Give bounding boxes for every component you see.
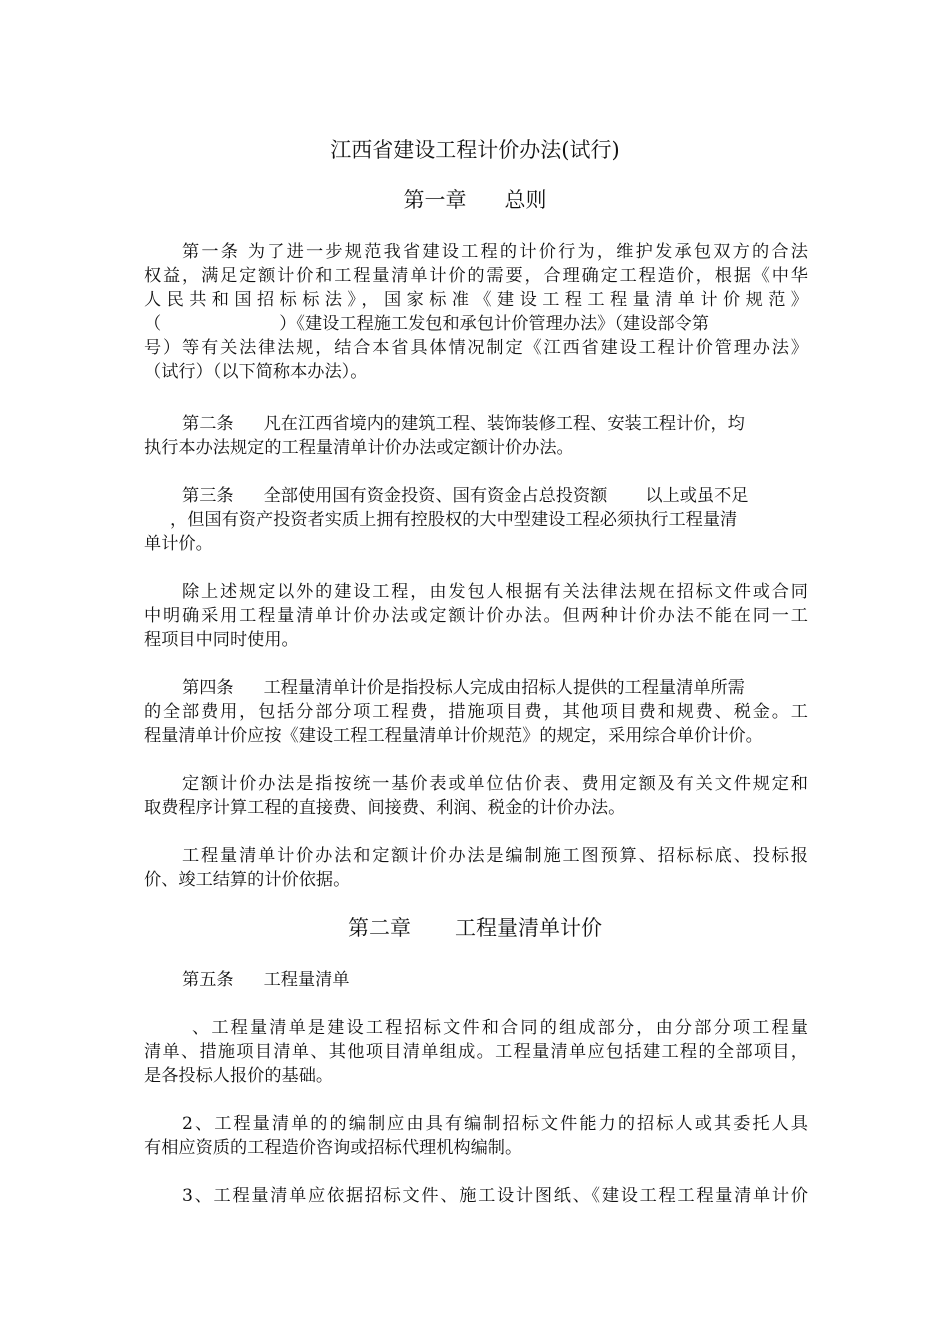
item-3-line-1: 3、工程量清单应依据招标文件、施工设计图纸、《建设工程工程量清单计价 (182, 1186, 808, 1206)
article-2 (144, 412, 808, 460)
article-3-text-a: 全部使用国有资金投资、国有资金占总投资额 (263, 486, 608, 506)
chapter-1-name: 总则 (504, 188, 547, 212)
article-1-line-5: 号）等有关法律法规，结合本省具体情况制定《江西省建设工程计价管理办法》 (144, 338, 808, 358)
document-title: 江西省建设工程计价办法(试行) (330, 138, 620, 162)
paragraph-pricing-basis-line-1: 工程量清单计价办法和定额计价办法是编制施工图预算、招标标底、投标报 (182, 846, 808, 866)
article-3-text-b: 以上或虽不足 (645, 486, 749, 506)
chapter-2-number: 第二章 (348, 916, 411, 940)
article-3 (144, 484, 808, 556)
article-4-line-1 (144, 676, 808, 700)
paragraph-exceptions-line-3: 程项目中同时使用。 (144, 630, 299, 650)
article-2-text: 凡在江西省境内的建筑工程、装饰装修工程、安装工程计价，均 (263, 414, 745, 434)
article-1-line-2: 权益，满足定额计价和工程量清单计价的需要，合理确定工程造价，根据《中华 (144, 266, 808, 286)
paragraph-exceptions-line-1: 除上述规定以外的建设工程，由发包人根据有关法律法规在招标文件或合同 (182, 582, 808, 602)
paragraph-quota-pricing-line-1: 定额计价办法是指按统一基价表或单位估价表、费用定额及有关文件规定和 (182, 774, 808, 794)
chapter-1-heading (0, 186, 950, 214)
paragraph-quota-pricing (144, 772, 808, 820)
item-1-line-1: 、工程量清单是建设工程招标文件和合同的组成部分，由分部分项工程量 (192, 1018, 808, 1038)
paragraph-pricing-basis-line-2: 价、竣工结算的计价依据。 (144, 870, 351, 890)
item-1-line-3: 是各投标人报价的基础。 (144, 1066, 334, 1086)
item-2-line-2: 有相应资质的工程造价咨询或招标代理机构编制。 (144, 1138, 523, 1158)
article-5-label: 第五条 (182, 970, 234, 990)
article-4-line-2: 的全部费用，包括分部分项工程费，措施项目费，其他项目费和规费、税金。工 (144, 702, 808, 722)
article-5-item-1 (144, 1016, 808, 1088)
article-4-text: 工程量清单计价是指投标人完成由招标人提供的工程量清单所需 (263, 678, 745, 698)
article-1-line-1: 第一条 为了进一步规范我省建设工程的计价行为，维护发承包双方的合法 (182, 242, 808, 262)
paragraph-pricing-basis (144, 844, 808, 892)
chapter-2-name: 工程量清单计价 (455, 916, 602, 940)
article-2-line-1 (144, 412, 808, 436)
article-5-line-1 (144, 968, 808, 992)
chapter-1-number: 第一章 (403, 188, 467, 212)
article-1-line-4 (144, 312, 808, 336)
article-1-open-paren: （ (144, 314, 162, 334)
article-5-title: 工程量清单 (263, 970, 350, 990)
article-5-item-3 (144, 1184, 808, 1208)
article-1 (144, 240, 808, 384)
article-4-line-3: 程量清单计价应按《建设工程工程量清单计价规范》的规定，采用综合单价计价。 (144, 726, 763, 746)
article-5-item-2 (144, 1112, 808, 1160)
article-1-line-4-text: ）《建设工程施工发包和承包计价管理办法》（建设部令第 (279, 314, 709, 334)
article-4-label: 第四条 (182, 678, 234, 698)
paragraph-quota-pricing-line-2: 取费程序计算工程的直接费、间接费、利润、税金的计价办法。 (144, 798, 626, 818)
paragraph-exceptions (144, 580, 808, 652)
item-1-line-2: 清单、措施项目清单、其他项目清单组成。工程量清单应包括建工程的全部项目， (144, 1042, 808, 1062)
article-1-line-6: （试行）（以下简称本办法）。 (144, 362, 368, 382)
article-3-line-3: 单计价。 (144, 534, 213, 554)
paragraph-exceptions-line-2: 中明确采用工程量清单计价办法或定额计价办法。但两种计价办法不能在同一工 (144, 606, 808, 626)
article-1-line-3: 人民共和国招标标法》，国家标准《建设工程工程量清单计价规范》 (144, 290, 808, 310)
chapter-2-heading (0, 914, 950, 942)
article-5 (144, 968, 808, 992)
article-2-label: 第二条 (182, 414, 234, 434)
item-2-line-1: 2、工程量清单的的编制应由具有编制招标文件能力的招标人或其委托人具 (182, 1114, 808, 1134)
article-3-line-1 (144, 484, 808, 508)
article-3-line-2: ，但国有资产投资者实质上拥有控股权的大中型建设工程必须执行工程量清 (170, 510, 738, 530)
article-3-label: 第三条 (182, 486, 234, 506)
article-4 (144, 676, 808, 748)
article-2-line-2: 执行本办法规定的工程量清单计价办法或定额计价办法。 (144, 438, 574, 458)
